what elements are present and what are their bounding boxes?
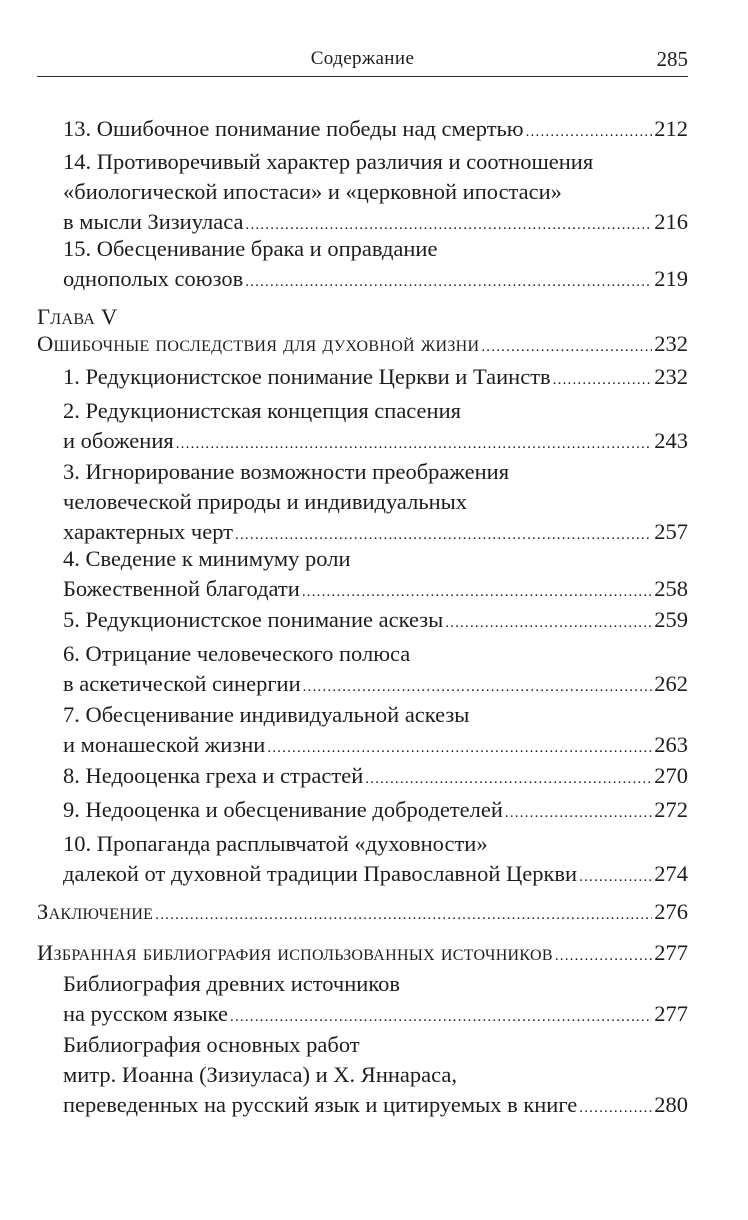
toc-entry-text: 9. Недооценка и обесценивание добродетелей (63, 797, 503, 822)
toc-entry-1[interactable] (63, 362, 688, 392)
dot-leader (445, 608, 652, 638)
toc-page-number: 270 (654, 763, 688, 788)
toc-entry-text: в мысли Зизиуласа (63, 209, 244, 234)
toc-entry-13[interactable] (63, 114, 688, 144)
toc-entry-text: характерных черт (63, 519, 234, 544)
toc-entry-8[interactable] (63, 761, 688, 791)
toc-entry-text: и обожения (63, 428, 174, 453)
toc-page-number: 232 (654, 331, 688, 356)
toc-entry-text: 5. Редукционистское понимание аскезы (63, 607, 444, 632)
toc-entry-text: на русском языке (63, 1001, 229, 1026)
toc-entry-text: Избранная библиография использованных источников (37, 940, 553, 965)
toc-page-number: 263 (654, 732, 688, 757)
toc-entry-15[interactable] (63, 234, 688, 294)
dot-leader (553, 365, 653, 395)
dot-leader (579, 862, 652, 892)
toc-conclusion[interactable] (37, 897, 688, 927)
page-number: 285 (656, 47, 688, 71)
toc-entry-6[interactable] (63, 639, 688, 699)
dot-leader (505, 798, 652, 828)
toc-entry-5[interactable] (63, 605, 688, 635)
toc-bibliography-ancient[interactable] (63, 969, 688, 1029)
dot-leader (526, 117, 653, 147)
dot-leader (155, 900, 652, 930)
toc-entry-text: 1. Редукционистское понимание Церкви и Таинств (63, 364, 551, 389)
toc-entry-text: Божественной благодати (63, 576, 300, 601)
toc-entry-text: Заключение (37, 899, 154, 924)
dot-leader (365, 764, 652, 794)
toc-entry-text: 3. Игнорирование возможности преображения (63, 459, 510, 484)
toc-entry-text: 2. Редукционистская концепция спасения (63, 398, 461, 423)
toc-entry-text: Библиография древних источников (63, 971, 400, 996)
toc-entry-text: 8. Недооценка греха и страстей (63, 763, 364, 788)
toc-page-number: 272 (654, 797, 688, 822)
toc-entry-text: митр. Иоанна (Зизиуласа) и Х. Яннараса, (63, 1062, 457, 1087)
dot-leader (481, 332, 652, 362)
toc-entry-4[interactable] (63, 544, 688, 604)
toc-page-number: 258 (654, 576, 688, 601)
toc-entry-text: человеческой природы и индивидуальных (63, 489, 468, 514)
toc-entry-10[interactable] (63, 829, 688, 889)
toc-page-number: 277 (654, 940, 688, 965)
toc-page-number: 262 (654, 671, 688, 696)
dot-leader (230, 1002, 652, 1032)
toc-page-number: 257 (654, 519, 688, 544)
dot-leader (302, 577, 652, 607)
toc-entry-text: 13. Ошибочное понимание победы над смертью (63, 116, 524, 141)
toc-page-number: 277 (654, 1001, 688, 1026)
toc-entry-text: 15. Обесценивание брака и оправдание (63, 236, 438, 261)
toc-entry-7[interactable] (63, 700, 688, 760)
dot-leader (303, 672, 653, 702)
toc-entry-text: 7. Обесценивание индивидуальной аскезы (63, 702, 470, 727)
toc-entry-text: Ошибочные последствия для духовной жизни (37, 331, 480, 356)
dot-leader (245, 267, 652, 297)
toc-page-number: 280 (654, 1092, 688, 1117)
dot-leader (555, 941, 652, 971)
toc-entry-text: Библиография основных работ (63, 1032, 360, 1057)
chapter-label: Глава V (37, 304, 118, 329)
running-header-title: Содержание (310, 48, 415, 69)
toc-bibliography[interactable] (37, 938, 688, 968)
toc-page-number: 274 (654, 861, 688, 886)
toc-page-number: 219 (654, 266, 688, 291)
dot-leader (176, 429, 653, 459)
toc-page-number: 216 (654, 209, 688, 234)
dot-leader (579, 1093, 652, 1123)
toc-page-number: 259 (654, 607, 688, 632)
toc-entry-text: переведенных на русский язык и цитируемых в книге (63, 1092, 578, 1117)
toc-entry-text: и монашеской жизни (63, 732, 266, 757)
toc-entry-text: 4. Сведение к минимуму роли (63, 546, 351, 571)
toc-entry-9[interactable] (63, 795, 688, 825)
toc-entry-text: далекой от духовной традиции Православной Церкви (63, 861, 578, 886)
toc-bibliography-main-works[interactable] (63, 1030, 688, 1120)
toc-entry-text: 10. Пропаганда расплывчатой «духовности» (63, 831, 488, 856)
toc-entry-text: «биологической ипостаси» и «церковной ипостаси» (63, 179, 562, 204)
toc-entry-2[interactable] (63, 396, 688, 456)
toc-entry-14[interactable] (63, 147, 688, 237)
toc-entry-text: в аскетической синергии (63, 671, 301, 696)
dot-leader (267, 733, 652, 763)
toc-page-number: 243 (654, 428, 688, 453)
toc-chapter-title[interactable] (37, 329, 688, 359)
toc-page-number: 276 (654, 899, 688, 924)
toc-entry-text: 14. Противоречивый характер различия и соотношения (63, 149, 594, 174)
toc-entry-3[interactable] (63, 457, 688, 547)
toc-entry-text: однополых союзов (63, 266, 244, 291)
running-header (37, 46, 688, 77)
toc-page-number: 232 (654, 364, 688, 389)
toc-entry-text: 6. Отрицание человеческого полюса (63, 641, 411, 666)
toc-page-number: 212 (654, 116, 688, 141)
